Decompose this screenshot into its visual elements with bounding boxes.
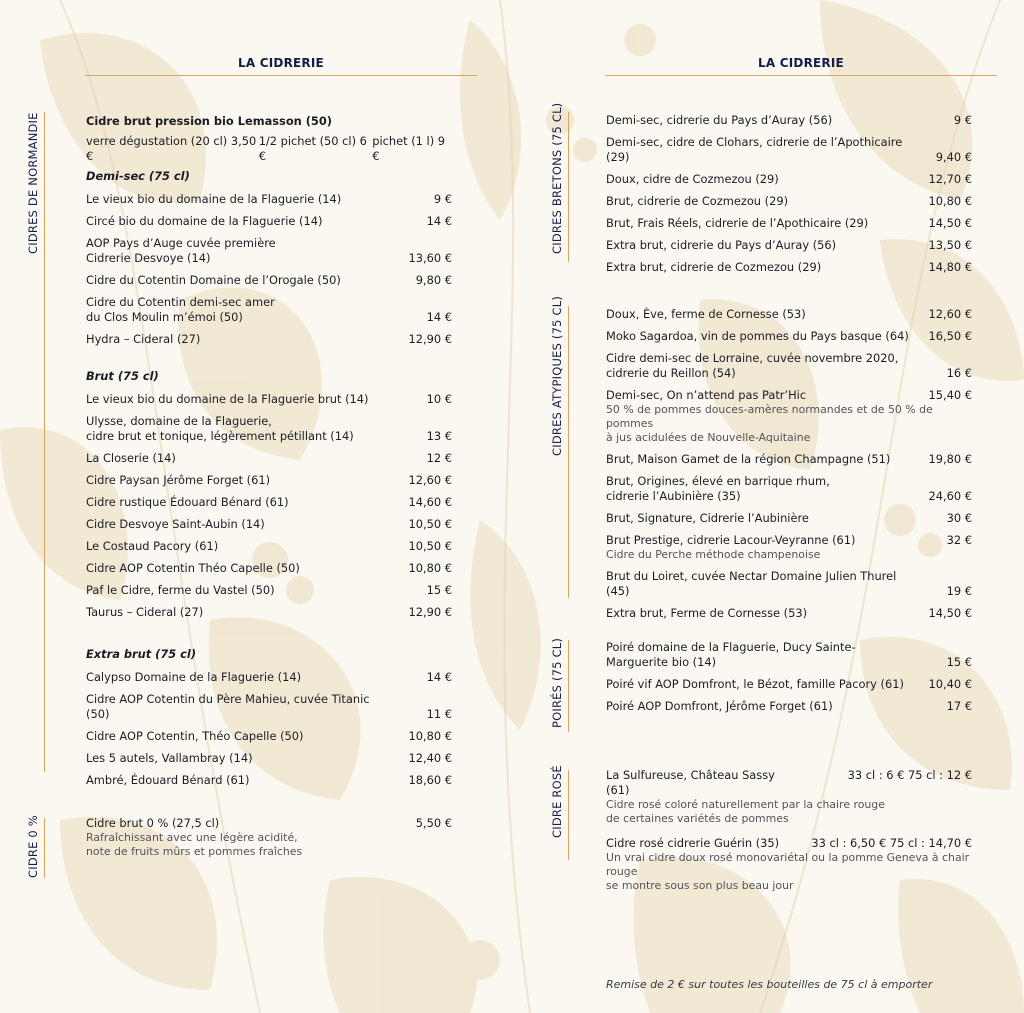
item-price: 18,60 €: [408, 773, 452, 787]
item-name: Doux, Ève, ferme de Cornesse (53): [606, 307, 806, 321]
menu-item: [86, 751, 452, 766]
menu-item: [606, 836, 972, 893]
menu-item: [606, 351, 972, 381]
menu-item: [86, 773, 452, 788]
pression-option-pichet: pichet (1 l) 9 €: [372, 134, 446, 163]
item-name: Extra brut, Ferme de Cornesse (53): [606, 606, 808, 620]
poires-section: [606, 640, 972, 721]
item-note: Rafraîchissant avec une légère acidité, note de fruits mûrs et pommes fraîches: [86, 831, 303, 858]
section-label-poires: POIRÉS (75 CL): [550, 637, 564, 728]
menu-item: [606, 194, 972, 209]
menu-item: [606, 260, 972, 275]
item-name: Cidre demi-sec de Lorraine, cuvée novembre 2020, cidrerie du Reillon (54): [606, 351, 899, 380]
bretons-section: [606, 113, 972, 282]
item-price: 32 €: [946, 533, 972, 547]
item-name: Doux, cidre de Cozmezou (29): [606, 172, 779, 186]
menu-item: [86, 539, 452, 554]
pression-option-demi-pichet: 1/2 pichet (50 cl) 6 €: [258, 134, 367, 163]
item-name: Demi-sec, cidre de Clohars, cidrerie de l’Apothicaire (29): [606, 135, 903, 164]
section-divider-normandie: [44, 112, 45, 772]
item-price: 15,40 €: [928, 388, 972, 402]
item-name: Le vieux bio du domaine de la Flaguerie (14): [86, 192, 342, 206]
menu-item: [86, 332, 452, 347]
item-name: Cidre du Cotentin Domaine de l’Orogale (50): [86, 273, 341, 287]
menu-item: [606, 699, 972, 714]
section-divider-atypiques: [568, 306, 569, 598]
atypiques-section: [606, 307, 972, 628]
item-price: 9,40 €: [935, 150, 972, 164]
normandie-pression: [86, 114, 452, 164]
item-name: Brut Prestige, cidrerie Lacour-Veyranne (61): [606, 533, 856, 547]
item-prices: 33 cl : 6,50 € 75 cl : 14,70 €: [811, 836, 972, 850]
item-price: 14,50 €: [928, 606, 972, 620]
item-name: Poiré AOP Domfront, Jérôme Forget (61): [606, 699, 833, 713]
item-name: Paf le Cidre, ferme du Vastel (50): [86, 583, 275, 597]
pression-name: Cidre brut pression bio Lemasson (50): [86, 114, 332, 128]
item-price: 10,80 €: [928, 194, 972, 208]
section-divider-poires: [568, 640, 569, 732]
item-name: Le vieux bio du domaine de la Flaguerie brut (14): [86, 392, 369, 406]
item-price: 13,60 €: [408, 251, 452, 265]
item-name: Cidre AOP Cotentin du Père Mahieu, cuvée Titanic (50): [86, 692, 370, 721]
item-price: 19,80 €: [928, 452, 972, 466]
menu-item: [86, 192, 452, 207]
item-price: 9,80 €: [415, 273, 452, 287]
item-name: Cidre brut 0 % (27,5 cl): [86, 816, 220, 830]
menu-item: [86, 583, 452, 598]
item-name: Brut, Origines, élevé en barrique rhum, cidrerie l’Aubinière (35): [606, 474, 830, 503]
item-price: 14,80 €: [928, 260, 972, 274]
menu-item: [86, 295, 452, 325]
menu-item: [606, 238, 972, 253]
menu-item: [606, 388, 972, 445]
item-price: 14,50 €: [928, 216, 972, 230]
item-price: 13,50 €: [928, 238, 972, 252]
section-label-normandie: CIDRES DE NORMANDIE: [26, 112, 40, 254]
item-price: 12 €: [426, 451, 452, 465]
pression-options: [86, 134, 452, 164]
item-price: 16,50 €: [928, 329, 972, 343]
item-name: Cidre Desvoye Saint-Aubin (14): [86, 517, 265, 531]
item-price: 10,80 €: [408, 729, 452, 743]
menu-item: [606, 329, 972, 344]
item-name: Les 5 autels, Vallambray (14): [86, 751, 253, 765]
menu-item: [86, 392, 452, 407]
item-name: Poiré domaine de la Flaguerie, Ducy Sainte-Marguerite bio (14): [606, 640, 856, 669]
menu-item: [86, 517, 452, 532]
brut-heading: Brut (75 cl): [86, 369, 159, 383]
item-price: 14,60 €: [408, 495, 452, 509]
item-name: La Sulfureuse, Château Sassy (61): [606, 768, 775, 797]
item-name: Poiré vif AOP Domfront, le Bézot, famille Pacory (61): [606, 677, 904, 691]
item-name: La Closerie (14): [86, 451, 176, 465]
left-page-title: LA CIDRERIE: [238, 56, 324, 70]
item-note: 50 % de pommes douces-amères normandes et de 50 % de pommes à jus acidulées de Nouvelle-Aquitaine: [606, 403, 933, 444]
item-prices: 33 cl : 6 € 75 cl : 12 €: [847, 768, 972, 782]
item-name: AOP Pays d’Auge cuvée première Cidrerie Desvoye (14): [86, 236, 276, 265]
item-price: 12,40 €: [408, 751, 452, 765]
item-name: Extra brut, cidrerie de Cozmezou (29): [606, 260, 822, 274]
item-price: 24,60 €: [928, 489, 972, 503]
item-price: 16 €: [946, 366, 972, 380]
normandie-demisec: [86, 169, 452, 354]
berry-shape: [624, 24, 656, 56]
poires-list: [606, 640, 972, 714]
extrabrut-heading: Extra brut (75 cl): [86, 647, 197, 661]
item-name: Cidre rustique Édouard Bénard (61): [86, 495, 289, 509]
item-price: 13 €: [426, 429, 452, 443]
item-name: Cidre du Cotentin demi-sec amer du Clos Moulin m’émoi (50): [86, 295, 275, 324]
item-name: Hydra – Cideral (27): [86, 332, 201, 346]
item-name: Cidre AOP Cotentin, Théo Capelle (50): [86, 729, 304, 743]
menu-item: [86, 273, 452, 288]
menu-item: [86, 214, 452, 229]
item-name: Brut, Maison Gamet de la région Champagne (51): [606, 452, 891, 466]
item-price: 12,60 €: [408, 473, 452, 487]
item-price: 12,60 €: [928, 307, 972, 321]
menu-item: [606, 172, 972, 187]
bretons-list: [606, 113, 972, 275]
extrabrut-list: [86, 670, 452, 788]
item-price: 15 €: [426, 583, 452, 597]
item-name: Extra brut, cidrerie du Pays d’Auray (56): [606, 238, 837, 252]
menu-item: [86, 605, 452, 620]
normandie-extrabrut: [86, 647, 452, 795]
menu-item: [606, 474, 972, 504]
atypiques-list: [606, 307, 972, 621]
menu-item: [606, 606, 972, 621]
right-title-divider: [605, 75, 997, 76]
item-price: 19 €: [946, 584, 972, 598]
menu-item: [606, 569, 972, 599]
item-name: Circé bio du domaine de la Flaguerie (14): [86, 214, 323, 228]
normandie-brut: [86, 369, 452, 627]
item-name: Moko Sagardoa, vin de pommes du Pays basque (64): [606, 329, 909, 343]
menu-item: [86, 561, 452, 576]
item-name: Le Costaud Pacory (61): [86, 539, 219, 553]
left-title-divider: [85, 75, 477, 76]
menu-item: [86, 473, 452, 488]
section-divider-zero: [44, 818, 45, 878]
item-name: Taurus – Cideral (27): [86, 605, 204, 619]
item-name: Calypso Domaine de la Flaguerie (14): [86, 670, 302, 684]
item-name: Demi-sec, On n’attend pas Patr’Hic: [606, 388, 807, 402]
menu-item: [86, 729, 452, 744]
takeaway-discount-note: Remise de 2 € sur toutes les bouteilles de 75 cl à emporter: [606, 978, 933, 991]
rose-section: [606, 768, 972, 900]
section-divider-rose: [568, 770, 569, 860]
menu-item: [606, 533, 972, 562]
section-label-rose: CIDRE ROSÉ: [550, 765, 564, 838]
menu-item: [86, 692, 452, 722]
menu-item: [86, 414, 452, 444]
item-price: 10,50 €: [408, 517, 452, 531]
menu-item: [86, 670, 452, 685]
leaf-shape: [323, 877, 477, 1013]
menu-item: [606, 113, 972, 128]
menu-item: [86, 495, 452, 510]
zero-item: [86, 816, 452, 866]
item-price: 11 €: [426, 707, 452, 721]
menu-item: [86, 236, 452, 266]
item-price: 9 €: [433, 192, 452, 206]
item-name: Brut, cidrerie de Cozmezou (29): [606, 194, 789, 208]
item-name: Ulysse, domaine de la Flaguerie, cidre brut et tonique, légèrement pétillant (14): [86, 414, 354, 443]
item-name: Brut, Frais Réels, cidrerie de l’Apothicaire (29): [606, 216, 869, 230]
item-note: Un vrai cidre doux rosé monovariétal ou la pomme Geneva à chair rouge se montre sous son plus beau jour: [606, 851, 970, 892]
item-price: 17 €: [946, 699, 972, 713]
item-price: 5,50 €: [415, 816, 452, 830]
menu-item: [606, 307, 972, 322]
item-price: 10,40 €: [928, 677, 972, 691]
item-note: Cidre du Perche méthode champenoise: [606, 548, 821, 561]
menu-item: [606, 216, 972, 231]
menu-item: [606, 452, 972, 467]
item-name: Cidre AOP Cotentin Théo Capelle (50): [86, 561, 300, 575]
item-price: 12,90 €: [408, 332, 452, 346]
item-price: 10,80 €: [408, 561, 452, 575]
menu-item: [606, 677, 972, 692]
item-price: 14 €: [426, 214, 452, 228]
item-note: Cidre rosé coloré naturellement par la chaire rouge de certaines variétés de pommes: [606, 798, 885, 825]
item-price: 12,90 €: [408, 605, 452, 619]
item-price: 10,50 €: [408, 539, 452, 553]
menu-item: [606, 135, 972, 165]
menu-item: [86, 816, 452, 859]
item-name: Demi-sec, cidrerie du Pays d’Auray (56): [606, 113, 833, 127]
item-price: 30 €: [946, 511, 972, 525]
menu-item: [606, 768, 972, 826]
section-label-atypiques: CIDRES ATYPIQUES (75 CL): [550, 295, 564, 456]
item-price: 15 €: [946, 655, 972, 669]
item-name: Cidre rosé cidrerie Guérin (35): [606, 836, 780, 850]
section-label-bretons: CIDRES BRETONS (75 CL): [550, 102, 564, 254]
menu-item: [86, 451, 452, 466]
item-name: Brut du Loiret, cuvée Nectar Domaine Julien Thurel (45): [606, 569, 897, 598]
brut-list: [86, 392, 452, 620]
section-divider-bretons: [568, 112, 569, 262]
berry-shape: [573, 138, 597, 162]
item-name: Brut, Signature, Cidrerie l’Aubinière: [606, 511, 809, 525]
item-price: 14 €: [426, 670, 452, 684]
demisec-list: [86, 192, 452, 347]
item-price: 10 €: [426, 392, 452, 406]
menu-item: [606, 511, 972, 526]
item-price: 14 €: [426, 310, 452, 324]
section-label-zero: CIDRE 0 %: [26, 815, 40, 878]
item-name: Ambré, Édouard Bénard (61): [86, 773, 250, 787]
demisec-heading: Demi-sec (75 cl): [86, 169, 190, 183]
menu-item: [606, 640, 972, 670]
item-name: Cidre Paysan Jérôme Forget (61): [86, 473, 271, 487]
right-page-title: LA CIDRERIE: [758, 56, 844, 70]
pression-option-verre: verre dégustation (20 cl) 3,50 €: [86, 134, 257, 163]
item-price: 9 €: [953, 113, 972, 127]
item-price: 12,70 €: [928, 172, 972, 186]
berry-shape: [460, 940, 500, 980]
